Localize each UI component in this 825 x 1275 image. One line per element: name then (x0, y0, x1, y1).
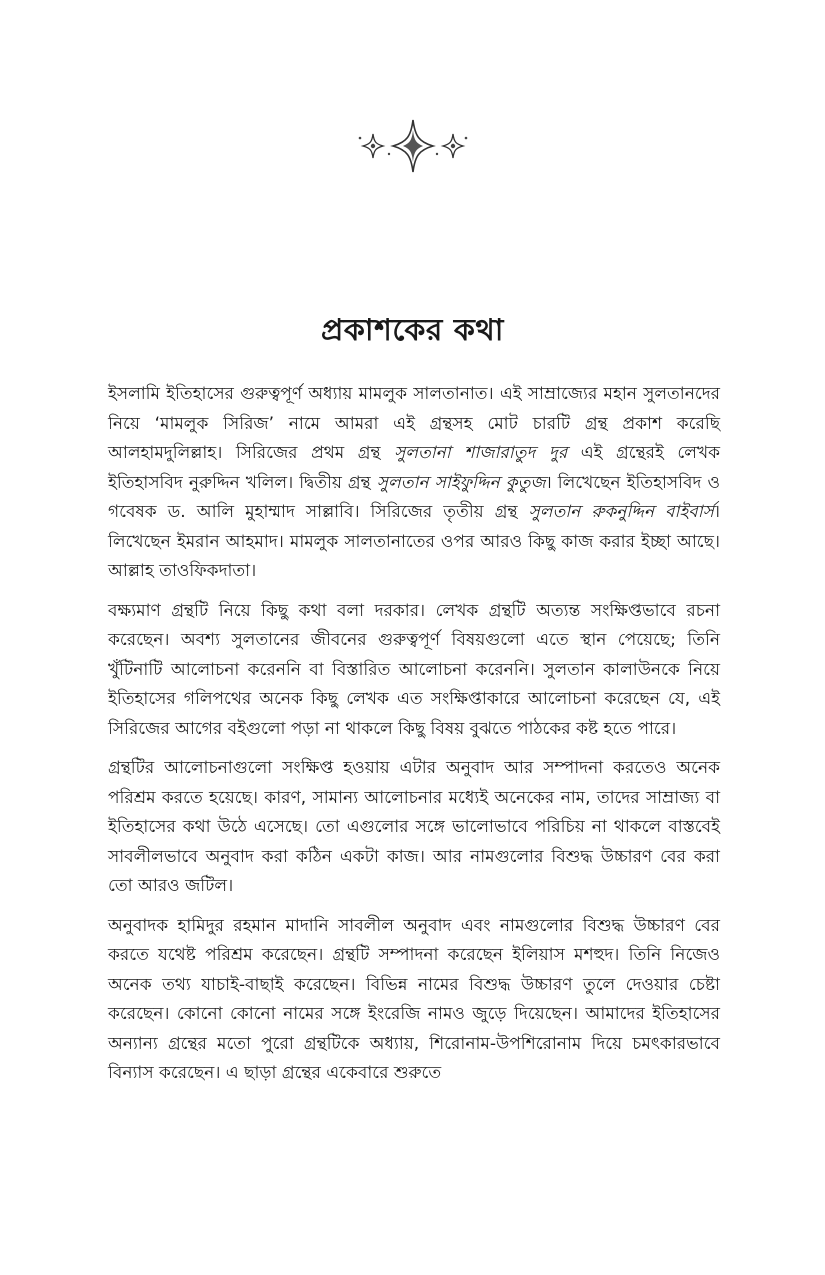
text-segment: । লিখেছেন ইতিহাসবিদ ও গবেষক ড. আলি মুহাম্মাদ সাল্লাবি। সিরিজের তৃতীয় গ্রন্থ (108, 472, 720, 522)
paragraph-1 (108, 380, 720, 587)
text-segment: । লিখেছেন ইমরান আহমাদ। মামলুক সালতানাতের ওপর আরও কিছু কাজ করার ইচ্ছা আছে। আল্লাহ তাওফিকদাতা। (108, 502, 720, 581)
text-segment: এই গ্রন্থেরই লেখক ইতিহাসবিদ নুরুদ্দিন খলিল। দ্বিতীয় গ্রন্থ (108, 443, 720, 493)
paragraph-3 (108, 754, 720, 902)
diamond-flourish-icon (353, 118, 473, 174)
page-title: প্রকাশকের কথা (321, 313, 504, 348)
text-segment: অনুবাদক হামিদুর রহমান মাদানি সাবলীল অনুবাদ এবং নামগুলোর বিশুদ্ধ উচ্চারণ বের করতে যথেষ্ট পরিশ্রম করেছেন। গ্রন্থটি সম্পাদনা করেছেন ইলিয়াস মশহুদ। তিনি নিজেও অনেক তথ্য যাচাই-বাছাই করেছেন। বিভিন্ন নামের বিশুদ্ধ উচ্চারণ তুলে দেওয়ার চেষ্টা করেছেন। কোনো কোনো নামের সঙ্গে ইংরেজি নামও জুড়ে দিয়েছেন। আমাদের ইতিহাসের অন্যান্য গ্রন্থের মতো পুরো গ্রন্থটিকে অধ্যায়, শিরোনাম-উপশিরোনাম দিয়ে চমৎকারভাবে বিন্যাস করেছেন। এ ছাড়া গ্রন্থের একেবারে শুরুতে (108, 915, 720, 1083)
text-segment: বক্ষ্যমাণ গ্রন্থটি নিয়ে কিছু কথা বলা দরকার। লেখক গ্রন্থটি অত্যন্ত সংক্ষিপ্তভাবে রচনা করেছেন। অবশ্য সুলতানের জীবনের গুরুত্বপূর্ণ বিষয়গুলো এতে স্থান পেয়েছে; তিনি খুঁটিনাটি আলোচনা করেননি বা বিস্তারিত আলোচনা করেননি। সুলতান কালাউনকে নিয়ে ইতিহাসের গলিপথের অনেক কিছু লেখক এত সংক্ষিপ্তাকারে আলোচনা করেছেন যে, এই সিরিজের আগের বইগুলো পড়া না থাকলে কিছু বিষয় বুঝতে পাঠকের কষ্ট হতে পারে। (108, 600, 720, 739)
paragraph-4 (108, 912, 720, 1089)
text-segment: ইসলামি ইতিহাসের গুরুত্বপূর্ণ অধ্যায় মামলুক সালতানাত। এই সাম্রাজ্যের মহান সুলতানদের নিয়ে ‘মামলুক সিরিজ’ নামে আমরা এই গ্রন্থসহ মোট চারটি গ্রন্থ প্রকাশ করেছি আলহামদুলিল্লাহ। সিরিজের প্রথম গ্রন্থ (108, 384, 720, 463)
text-segment: গ্রন্থটির আলোচনাগুলো সংক্ষিপ্ত হওয়ায় এটার অনুবাদ আর সম্পাদনা করতেও অনেক পরিশ্রম করতে হয়েছে। কারণ, সামান্য আলোচনার মধ্যেই অনেকের নাম, তাদের সাম্রাজ্য বা ইতিহাসের কথা উঠে এসেছে। তো এগুলোর সঙ্গে ভালোভাবে পরিচিয় না থাকলে বাস্তবেই সাবলীলভাবে অনুবাদ করা কঠিন একটা কাজ। আর নামগুলোর বিশুদ্ধ উচ্চারণ বের করা তো আরও জটিল। (108, 758, 720, 896)
body-text (108, 380, 720, 1099)
book-title-2: সুলতান সাইফুদ্দিন কুতুজ (376, 472, 546, 493)
paragraph-2 (108, 597, 720, 745)
ornament (0, 118, 825, 174)
book-title-1: সুলতানা শাজারাতুদ দুর (394, 443, 568, 463)
book-title-3: সুলতান রুকনুদ্দিন বাইবার্স (528, 502, 714, 522)
